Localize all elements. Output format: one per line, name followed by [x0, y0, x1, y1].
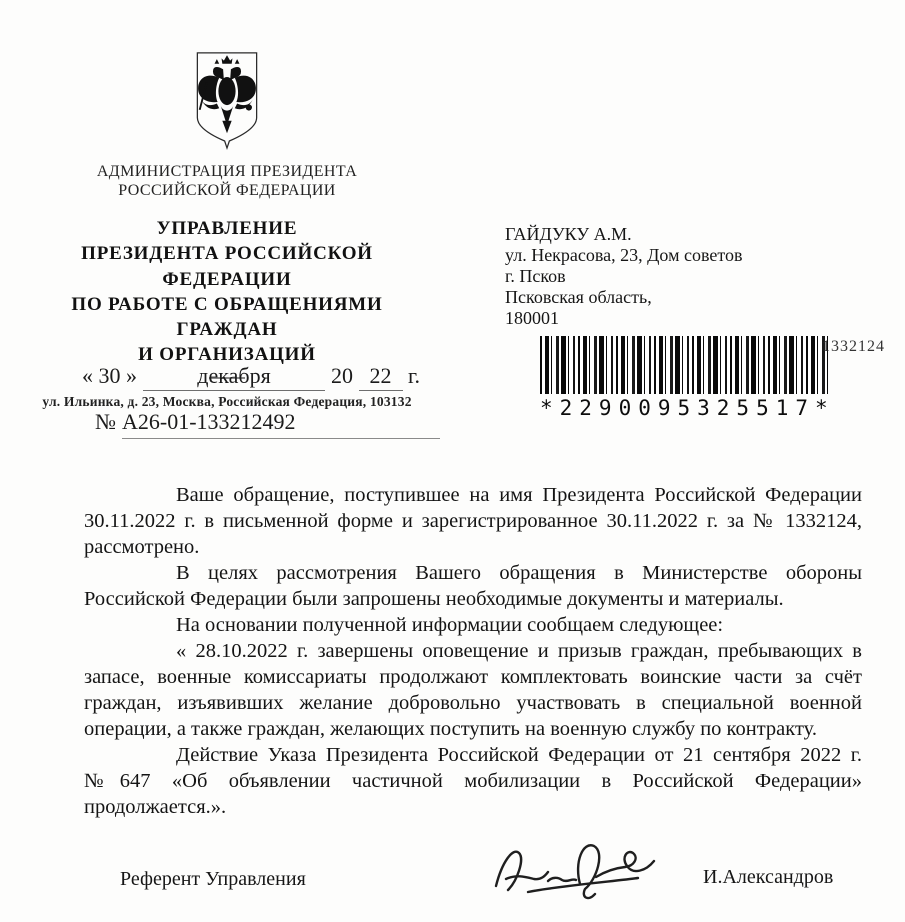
- body-paragraph-2: В целях рассмотрения Вашего обращения в Министерстве обороны Российской Федерации были запрошены необходимые документы и материалы.: [84, 562, 862, 610]
- body-paragraph-5: Действие Указа Президента Российской Федерации от 21 сентября 2022 г. №647 «Об объявлении частичной мобилизации в Российской Федерации» продолжается.».: [84, 744, 862, 818]
- department-line-4: И ОРГАНИЗАЦИЙ: [138, 343, 316, 365]
- barcode: [540, 336, 835, 420]
- reference-number: А26-01-133212492: [122, 409, 440, 439]
- coat-of-arms-icon: [188, 50, 266, 154]
- date-era: г.: [408, 363, 421, 388]
- date-day: « 30 »: [82, 363, 137, 388]
- letterhead: [27, 50, 427, 410]
- handwritten-signature: [488, 834, 666, 902]
- org-name-line-2: РОССИЙСКОЙ ФЕДЕРАЦИИ: [118, 182, 336, 200]
- letterhead-address: ул. Ильинка, д. 23, Москва, Российская Федерация, 103132: [42, 393, 412, 409]
- date-year: 22: [359, 363, 403, 391]
- barcode-digits: *2290095325517*: [540, 396, 835, 420]
- date-line: [82, 363, 420, 391]
- date-month: декабря: [143, 363, 325, 391]
- recipient-street: ул. Некрасова, 23, Дом советов: [505, 245, 743, 265]
- department-line-1: УПРАВЛЕНИЕ: [156, 218, 298, 240]
- recipient-postcode: 180001: [505, 308, 559, 328]
- signer-title: Референт Управления: [120, 868, 306, 890]
- reference-number-line: [95, 409, 440, 439]
- department-line-3: ПО РАБОТЕ С ОБРАЩЕНИЯМИ ГРАЖДАН: [71, 293, 383, 340]
- recipient-address-block: [505, 224, 742, 329]
- body-paragraph-4: « 28.10.2022 г. завершены оповещение и призыв граждан, пребывающих в запасе, военные комиссариаты продолжают комплектовать воинские части за счёт граждан, изъявивших желание добровольно участвовать в специальной военной операции, а также граждан, желающих поступить на военную службу по контракту.: [84, 640, 862, 740]
- barcode-side-number: 1332124: [822, 338, 885, 355]
- signer-name: И.Александров: [703, 866, 834, 888]
- recipient-name: ГАЙДУКУ А.М.: [505, 224, 632, 244]
- recipient-region: Псковская область,: [505, 287, 652, 307]
- body-paragraph-1: Ваше обращение, поступившее на имя Президента Российской Федерации 30.11.2022 г. в письменной форме и зарегистрированное 30.11.2022 г. за № 1332124, рассмотрено.: [84, 484, 862, 558]
- department-line-2: ПРЕЗИДЕНТА РОССИЙСКОЙ ФЕДЕРАЦИИ: [81, 243, 373, 290]
- org-name-line-1: АДМИНИСТРАЦИЯ ПРЕЗИДЕНТА: [96, 163, 358, 180]
- barcode-bars: [540, 336, 828, 394]
- date-century: 20: [331, 363, 353, 388]
- body-paragraph-3: На основании полученной информации сообщаем следующее:: [176, 614, 724, 636]
- recipient-city: г. Псков: [505, 266, 566, 286]
- letter-body: [84, 482, 862, 820]
- number-sign: №: [95, 409, 116, 434]
